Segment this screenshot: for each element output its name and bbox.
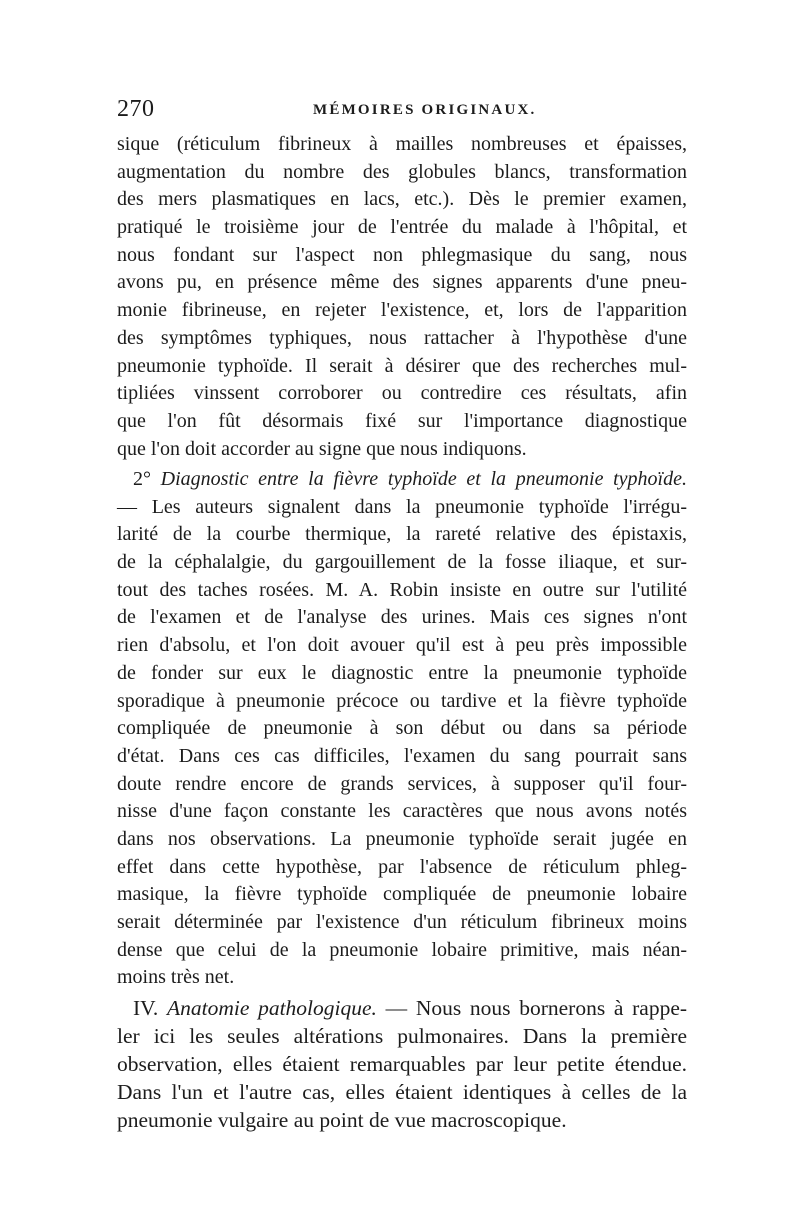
text-line: moins très net.: [117, 966, 235, 989]
text-line: observation, elles étaient remarquables par leur petite étendue.: [117, 1052, 687, 1076]
text-line: des mers plasmatiques en lacs, etc.). Dès le premier examen,: [117, 188, 687, 211]
section-number: 2°: [133, 468, 151, 490]
text-line: ler ici les seules altérations pulmonaires. Dans la première: [117, 1024, 687, 1048]
text-line: des symptômes typhiques, nous rattacher à l'hypothèse d'une: [117, 326, 687, 349]
text-line: monie fibrineuse, en rejeter l'existence, et, lors de l'apparition: [117, 299, 687, 322]
text-line: masique, la fièvre typhoïde compliquée de pneumonie lobaire: [117, 883, 687, 906]
page-number: 270: [117, 96, 155, 122]
text-line: que l'on doit accorder au signe que nous indiquons.: [117, 437, 527, 460]
text-line: sporadique à pneumonie précoce ou tardive et la fièvre typhoïde: [117, 689, 687, 712]
text-line: de la céphalalgie, du gargouillement de la fosse iliaque, et sur-: [117, 551, 687, 574]
text-line: de l'examen et de l'analyse des urines. Mais ces signes n'ont: [117, 606, 687, 629]
section-heading: Diagnostic entre la fièvre typhoïde et la pneumonie typhoïde.: [160, 468, 687, 490]
text-line: pneumonie typhoïde. Il serait à désirer que des recherches mul-: [117, 354, 687, 377]
text-line: nisse d'une façon constante les caractères que nous avons notés: [117, 800, 687, 823]
text-line: avons pu, en présence même des signes apparents d'une pneu-: [117, 271, 687, 294]
text-line: nous fondant sur l'aspect non phlegmasique du sang, nous: [117, 243, 687, 266]
text-line: sique (réticulum fibrineux à mailles nombreuses et épaisses,: [117, 133, 687, 155]
text-line: augmentation du nombre des globules blancs, transformation: [117, 160, 687, 183]
text-line: tipliées vinssent corroborer ou contredire ces résultats, afin: [117, 382, 687, 405]
text-line: dense que celui de la pneumonie lobaire primitive, mais néan-: [117, 938, 687, 961]
text-line: serait déterminée par l'existence d'un réticulum fibrineux moins: [117, 911, 687, 933]
text-line: larité de la courbe thermique, la rareté relative des épistaxis,: [117, 523, 687, 546]
section-heading-line: [117, 994, 687, 1022]
text-line: pneumonie vulgaire au point de vue macroscopique.: [117, 1108, 567, 1132]
text-line: — Les auteurs signalent dans la pneumonie typhoïde l'irrégu-: [117, 495, 687, 518]
paragraph-diagnostic: [117, 466, 687, 992]
section-number: IV.: [133, 996, 159, 1020]
text-line: tout des taches rosées. M. A. Robin insiste en outre sur l'utilité: [117, 578, 687, 601]
running-title: MÉMOIRES ORIGINAUX.: [313, 102, 537, 118]
text-line: que l'on fût désormais fixé sur l'importance diagnostique: [117, 409, 687, 432]
section-heading-text: — Nous nous bornerons à rappe-: [385, 996, 688, 1020]
paragraph-continuation: [117, 131, 687, 463]
text-line: de fonder sur eux le diagnostic entre la pneumonie typhoïde: [117, 661, 687, 684]
text-line: Dans l'un et l'autre cas, elles étaient identiques à celles de la: [117, 1080, 687, 1104]
text-line: d'état. Dans ces cas difficiles, l'examen du sang pourrait sans: [117, 744, 687, 767]
text-line: compliquée de pneumonie à son début ou dans sa période: [117, 717, 687, 740]
paragraph-anatomie: [117, 994, 687, 1134]
section-heading: Anatomie pathologique.: [167, 996, 377, 1020]
text-line: doute rendre encore de grands services, à supposer qu'il four-: [117, 772, 687, 795]
page-header: [117, 96, 687, 126]
text-line: rien d'absolu, et l'on doit avouer qu'il est à peu près impossible: [117, 634, 687, 657]
text-line: effet dans cette hypothèse, par l'absence de réticulum phleg-: [117, 855, 687, 878]
section-heading-line: [117, 466, 687, 494]
text-line: pratiqué le troisième jour de l'entrée du malade à l'hôpital, et: [117, 216, 687, 239]
text-line: dans nos observations. La pneumonie typhoïde serait jugée en: [117, 827, 687, 850]
